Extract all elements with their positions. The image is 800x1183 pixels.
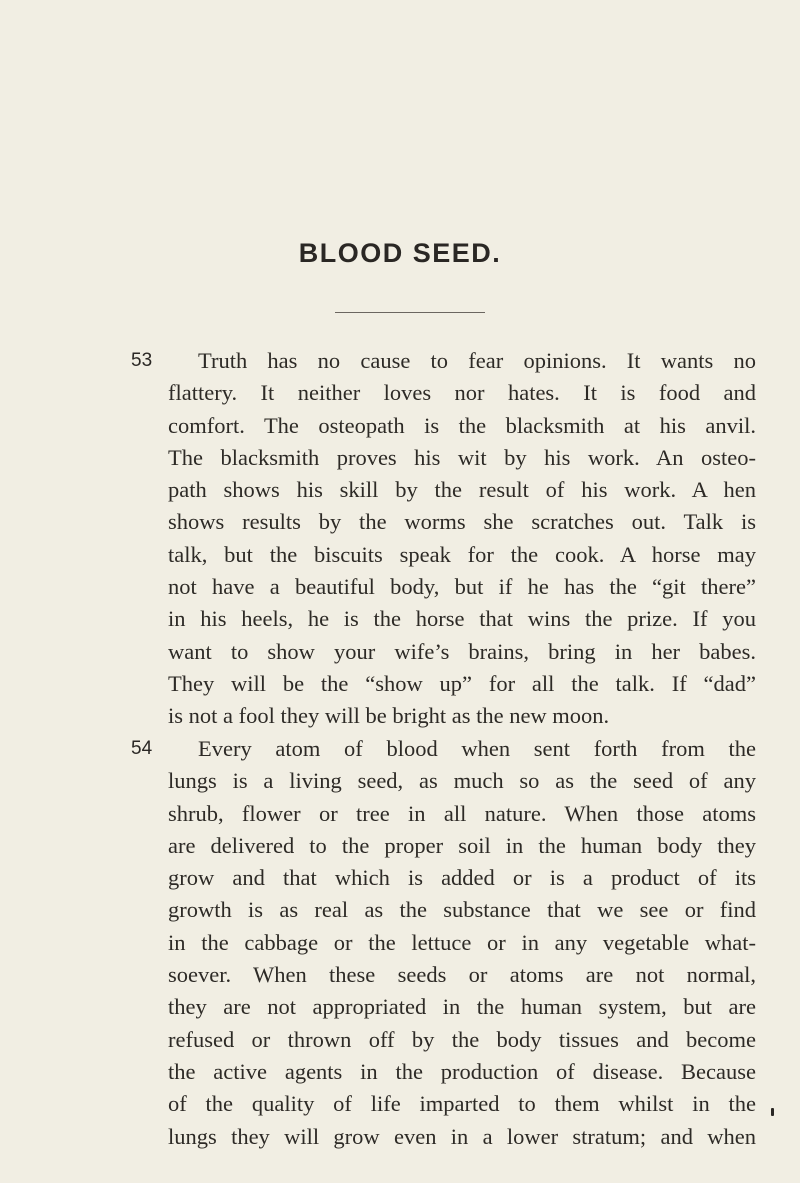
- heading-divider: [335, 312, 485, 313]
- text-line: comfort. The osteopath is the blacksmith at his anvil.: [168, 412, 756, 438]
- text-line: Truth has no cause to fear opinions. It wants no: [198, 348, 756, 373]
- text-line: want to show your wife’s brains, bring in her babes.: [168, 638, 756, 664]
- text-line: Every atom of blood when sent forth from the: [198, 736, 756, 761]
- text-line: the active agents in the production of disease. Because: [168, 1058, 756, 1084]
- text-line: is not a fool they will be bright as the new moon.: [168, 703, 610, 729]
- text-line: growth is as real as the substance that we see or find: [168, 897, 756, 923]
- text-line: not have a beautiful body, but if he has the “git there”: [168, 574, 756, 600]
- text-line: soever. When these seeds or atoms are not normal,: [168, 962, 756, 988]
- text-line: shrub, flower or tree in all nature. When those atoms: [168, 800, 756, 826]
- text-line: in his heels, he is the horse that wins the prize. If you: [168, 606, 756, 632]
- text-line: path shows his skill by the result of his work. A hen: [168, 477, 756, 503]
- text-line: grow and that which is added or is a product of its: [168, 865, 756, 891]
- text-line: are delivered to the proper soil in the human body they: [168, 832, 756, 858]
- text-line: in the cabbage or the lettuce or in any vegetable what-: [168, 929, 756, 955]
- text-line: talk, but the biscuits speak for the cook. A horse may: [168, 541, 756, 567]
- paragraph-number: 53: [131, 350, 153, 371]
- text-line: they are not appropriated in the human system, but are: [168, 994, 756, 1020]
- text-line: The blacksmith proves his wit by his work. An osteo-: [168, 444, 756, 470]
- chapter-heading: BLOOD SEED.: [298, 238, 502, 268]
- print-mark: [771, 1108, 774, 1116]
- paragraph-number: 54: [131, 738, 153, 759]
- text-line: flattery. It neither loves nor hates. It is food and: [168, 380, 756, 406]
- text-line: lungs is a living seed, as much so as the seed of any: [168, 768, 756, 794]
- text-line: lungs they will grow even in a lower stratum; and when: [168, 1123, 756, 1149]
- paragraph-53: [168, 345, 756, 733]
- text-line: They will be the “show up” for all the talk. If “dad”: [168, 670, 756, 696]
- text-line: shows results by the worms she scratches out. Talk is: [168, 509, 756, 535]
- text-line: refused or thrown off by the body tissues and become: [168, 1026, 756, 1052]
- paragraph-54: [168, 733, 756, 1153]
- text-line: of the quality of life imparted to them whilst in the: [168, 1091, 756, 1117]
